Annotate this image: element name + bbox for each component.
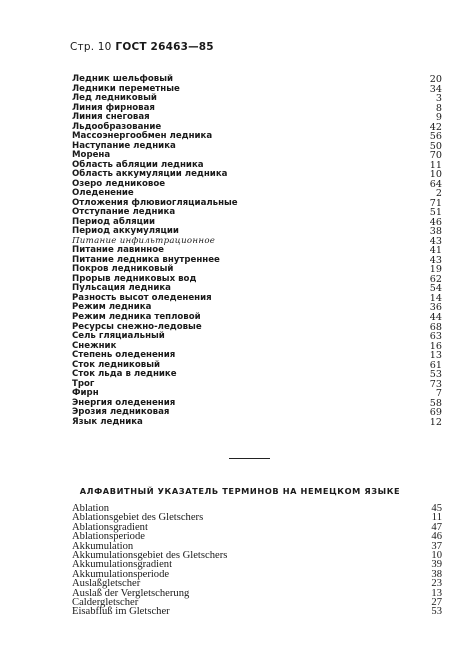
term-text: Энергия оледенения xyxy=(72,397,176,408)
term-text: Akkumulationsperiode xyxy=(72,568,170,580)
page-number: Стр. 10 xyxy=(70,41,112,53)
term-text: Режим ледника тепловой xyxy=(72,312,201,322)
term-number: 61 xyxy=(429,359,442,371)
term-number: 62 xyxy=(429,273,442,285)
term-text: Линия фирновая xyxy=(72,102,155,113)
term-number: 70 xyxy=(429,150,442,162)
term-number: 41 xyxy=(429,245,442,257)
term-text: Сель гляциальный xyxy=(72,331,165,342)
term-number: 68 xyxy=(429,321,442,333)
term-number: 38 xyxy=(429,226,442,238)
term-text: Auslaßgletscher xyxy=(72,578,141,590)
term-text: Ablationsgebiet des Gletschers xyxy=(72,512,204,524)
term-number: 10 xyxy=(429,169,442,181)
term-text: Период абляции xyxy=(72,216,156,227)
term-text: Отложения флювиогляциальные xyxy=(72,197,238,208)
term-text: Eisabfluß im Gletscher xyxy=(72,606,170,618)
term-number: 27 xyxy=(431,597,442,608)
term-number: 44 xyxy=(429,312,442,323)
term-text: Трог xyxy=(72,378,95,389)
page-header xyxy=(70,41,214,53)
term-text: Режим ледника xyxy=(72,302,152,313)
term-text: Озеро ледниковое xyxy=(72,178,166,189)
term-text: Снежник xyxy=(72,340,117,351)
term-text: Область аккумуляции ледника xyxy=(72,169,228,180)
term-text: Питание лавинное xyxy=(72,245,164,256)
term-text: Область абляции ледника xyxy=(72,159,204,170)
term-text: Покров ледниковый xyxy=(72,264,174,275)
term-number: 14 xyxy=(429,292,442,304)
term-text: Ресурсы снежно-ледовые xyxy=(72,321,202,332)
term-number: 20 xyxy=(429,74,442,85)
term-text: Ablationsgradient xyxy=(72,521,148,533)
term-text: Льдообразование xyxy=(72,121,162,132)
term-text: Сток льда в леднике xyxy=(72,369,177,380)
term-text: Язык ледника xyxy=(72,416,143,427)
term-number: 46 xyxy=(429,216,442,228)
term-number: 23 xyxy=(431,578,442,590)
term-number: 34 xyxy=(429,83,442,95)
term-text: Фирн xyxy=(72,388,99,399)
term-number: 63 xyxy=(429,331,442,343)
index-entry xyxy=(72,417,442,428)
term-number: 36 xyxy=(429,302,442,314)
term-text: Ледники переметные xyxy=(72,83,180,94)
term-text: Массоэнергообмен ледника xyxy=(72,131,213,142)
term-text: Линия снеговая xyxy=(72,112,150,123)
term-text: Отступание ледника xyxy=(72,207,176,218)
term-text: Питание инфильтрационное xyxy=(72,235,216,246)
term-number: 37 xyxy=(431,540,442,552)
term-number: 13 xyxy=(429,350,442,362)
term-number: 50 xyxy=(429,140,442,152)
term-number: 69 xyxy=(429,407,442,419)
term-number: 43 xyxy=(429,235,442,247)
term-number: 13 xyxy=(431,587,442,599)
term-text: Степень оледенения xyxy=(72,350,176,361)
term-text: Питание ледника внутреннее xyxy=(72,254,220,265)
term-number: 11 xyxy=(429,159,442,171)
term-number: 10 xyxy=(431,550,442,561)
term-number: 58 xyxy=(429,397,442,409)
term-number: 46 xyxy=(431,531,442,543)
term-text: Auslaß der Vergletscherung xyxy=(72,587,190,599)
term-text: Период аккумуляции xyxy=(72,226,179,237)
term-number: 7 xyxy=(435,388,442,400)
term-number: 19 xyxy=(429,264,442,276)
standard-code: ГОСТ 26463—85 xyxy=(115,41,214,53)
term-number: 42 xyxy=(429,121,442,133)
term-number: 45 xyxy=(431,503,442,514)
term-number: 3 xyxy=(435,93,442,105)
term-text: Akkumulation xyxy=(72,540,134,552)
term-number: 64 xyxy=(429,178,442,190)
term-text: Морена xyxy=(72,150,111,161)
term-number: 56 xyxy=(429,131,442,143)
term-text: Эрозия ледниковая xyxy=(72,407,170,418)
term-number: 38 xyxy=(431,568,442,580)
term-number: 16 xyxy=(429,340,442,352)
term-text: Прорыв ледниковых вод xyxy=(72,273,197,284)
term-number: 43 xyxy=(429,254,442,266)
term-text: Лед ледниковый xyxy=(72,93,157,104)
term-number: 47 xyxy=(431,521,442,533)
term-text: Сток ледниковый xyxy=(72,359,161,370)
term-number: 12 xyxy=(429,416,442,428)
term-number: 53 xyxy=(429,369,442,381)
term-number: 54 xyxy=(429,283,442,295)
term-number: 9 xyxy=(435,112,442,124)
term-text: Разность высот оледенения xyxy=(72,292,212,303)
section-title: АЛФАВИТНЫЙ УКАЗАТЕЛЬ ТЕРМИНОВ НА НЕМЕЦКОМ ЯЗЫКЕ xyxy=(79,486,401,496)
term-text: Akkumulationsgradient xyxy=(72,559,173,571)
section-divider xyxy=(229,458,270,459)
term-number: 73 xyxy=(429,378,442,390)
term-text: Оледенение xyxy=(72,188,134,199)
index-entry xyxy=(72,606,442,617)
term-number: 71 xyxy=(429,197,442,209)
term-number: 11 xyxy=(431,512,442,524)
term-text: Ablationsperiode xyxy=(72,531,145,543)
term-text: Наступание ледника xyxy=(72,140,176,151)
term-number: 8 xyxy=(435,102,442,114)
term-text: Akkumulationsgebiet des Gletschers xyxy=(72,550,228,561)
term-number: 53 xyxy=(431,606,442,618)
term-text: Ablation xyxy=(72,503,110,514)
term-text: Caldergletscher xyxy=(72,597,139,608)
term-number: 51 xyxy=(429,207,442,219)
term-text: Пульсация ледника xyxy=(72,283,171,294)
term-number: 39 xyxy=(431,559,442,571)
term-number: 2 xyxy=(435,188,442,200)
term-text: Ледник шельфовый xyxy=(72,74,174,84)
